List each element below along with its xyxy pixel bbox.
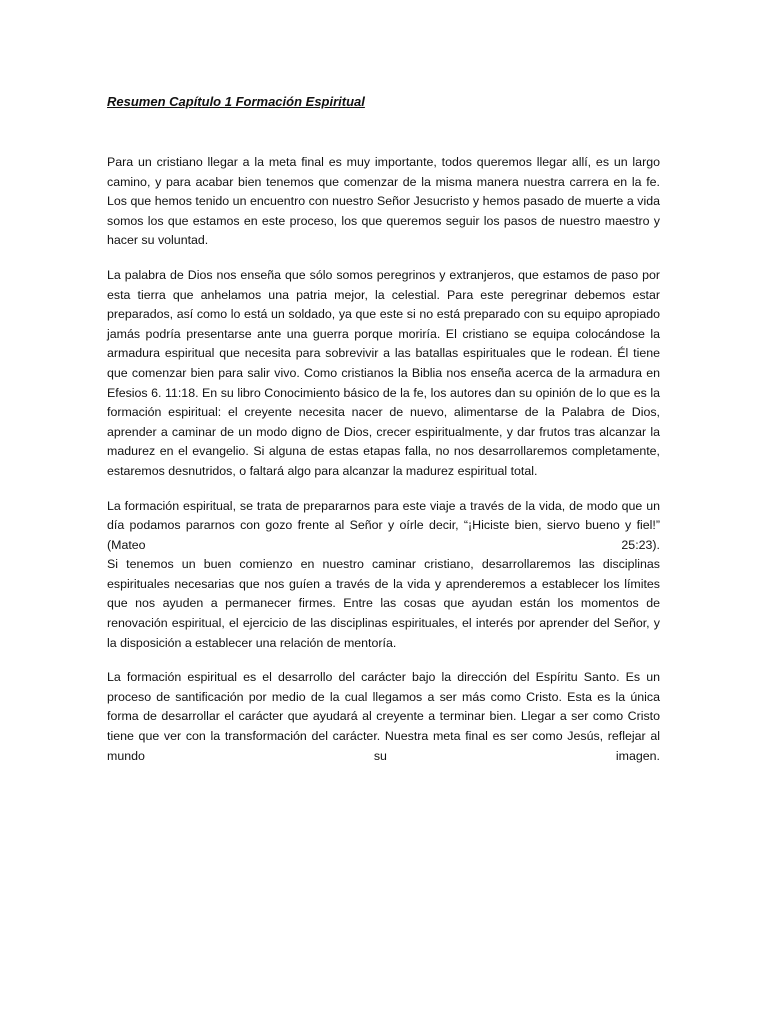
paragraph-journey: La formación espiritual, se trata de prepararnos para este viaje a través de la vida, de modo que un día podamos pararnos con gozo frente al Señor y oírle decir, “¡Hiciste bien, siervo bueno y fiel!” (Mateo 25:23).: [107, 498, 660, 552]
document-page: [107, 93, 660, 781]
document-title: Resumen Capítulo 1 Formación Espiritual: [107, 94, 365, 109]
paragraph-disciplines: Si tenemos un buen comienzo en nuestro caminar cristiano, desarrollaremos las disciplinas espirituales necesarias que nos guíen a través de la vida y aprenderemos a establecer los límites que nos ayuden a permanecer firmes. Entre las cosas que ayudan están los momentos de renovación espiritual, el ejercicio de las disciplinas espirituales, el interés por aprender del Señor, y la disposición a establecer una relación de mentoría.: [107, 557, 660, 650]
paragraph-character: La formación espiritual es el desarrollo del carácter bajo la dirección del Espíritu Santo. Es un proceso de santificación por medio de la cual llegamos a ser más como Cristo. Esta es la única forma de desarrollar el carácter que ayudará al creyente a terminar bien. Llegar a ser como Cristo tiene que ver con la transformación del carácter. Nuestra meta final es ser como Jesús, reflejar al mundo su imagen.: [107, 670, 660, 763]
paragraph-intro: Para un cristiano llegar a la meta final es muy importante, todos queremos llegar allí, es un largo camino, y para acabar bien tenemos que comenzar de la misma manera nuestra carrera en la fe. Los que hemos tenido un encuentro con nuestro Señor Jesucristo y hemos pasado de muerte a vida somos los que estamos en este proceso, los que queremos seguir los pasos de nuestro maestro y hacer su voluntad.: [107, 155, 660, 248]
paragraph-armor: La palabra de Dios nos enseña que sólo somos peregrinos y extranjeros, que estamos de paso por esta tierra que anhelamos una patria mejor, la celestial. Para este peregrinar debemos estar preparados, así como lo está un soldado, ya que este si no está preparado con su equipo apropiado jamás podría presentarse ante una guerra porque moriría. El cristiano se equipa colocándose la armadura espiritual que necesita para sobrevivir a las batallas espirituales que le rodean. Él tiene que comenzar bien para salir vivo. Como cristianos la Biblia nos enseña acerca de la armadura en Efesios 6. 11:18. En su libro Conocimiento básico de la fe, los autores dan su opinión de lo que es la formación espiritual: el creyente necesita nacer de nuevo, alimentarse de la Palabra de Dios, aprender a caminar de un modo digno de Dios, crecer espiritualmente, y dar frutos tras alcanzar la madurez en el evangelio. Si alguna de estas etapas falla, no nos desarrollaremos completamente, estaremos desnutridos, o faltará algo para alcanzar la madurez espiritual total.: [107, 267, 660, 478]
